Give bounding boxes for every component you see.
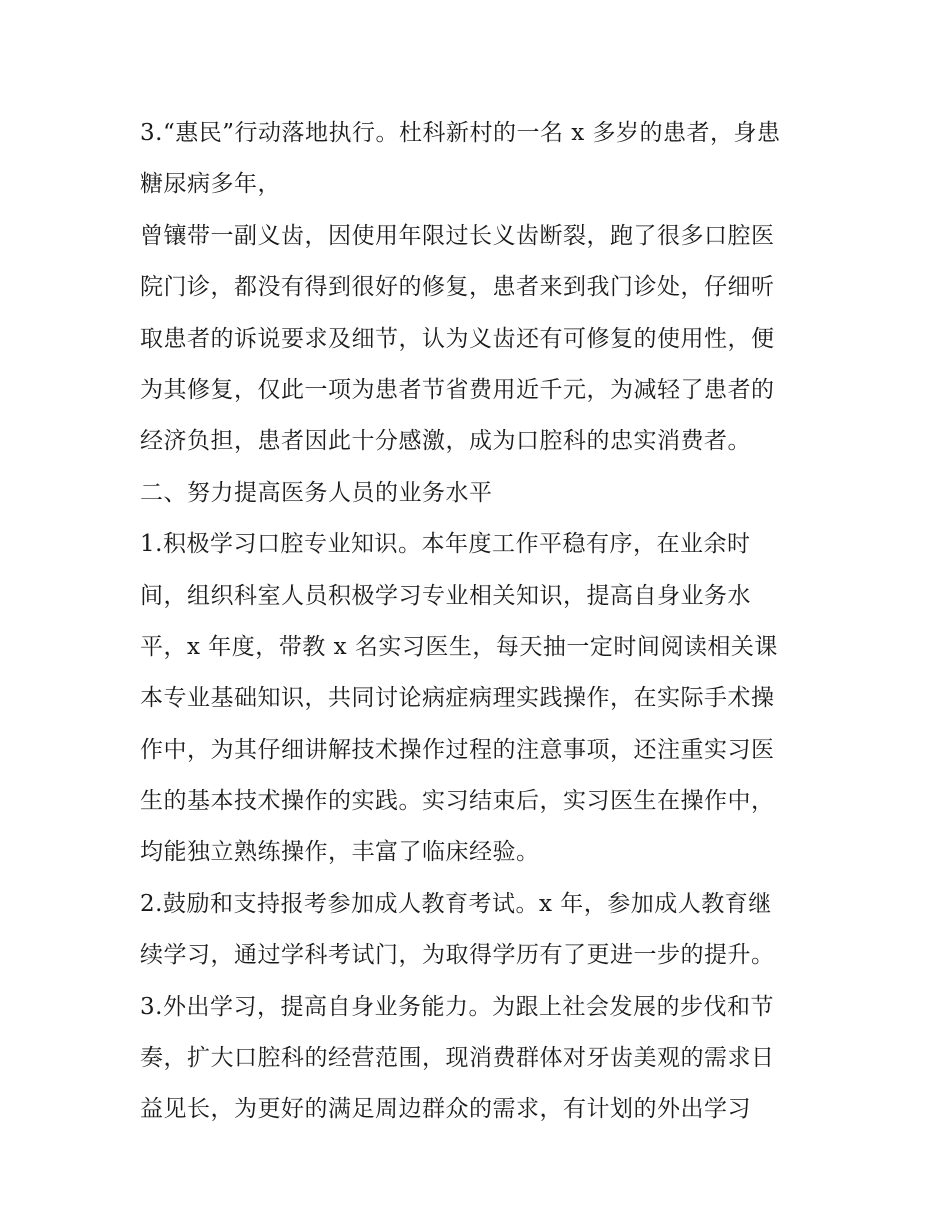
text-line: 3.“惠民”行动落地执行。杜科新村的一名 x 多岁的患者，身患	[140, 120, 781, 146]
text-line: 作中，为其仔细讲解技术操作过程的注意事项，还注重实习医	[140, 736, 775, 763]
text-line: 益见长，为更好的满足周边群众的需求，有计划的外出学习	[140, 1096, 751, 1123]
text-line: 为其修复，仅此一项为患者节省费用近千元，为减轻了患者的	[140, 376, 775, 403]
text-line: 院门诊，都没有得到很好的修复，患者来到我门诊处，仔细听	[140, 274, 775, 301]
text-line: 2.鼓励和支持报考参加成人教育考试。x 年，参加成人教育继	[140, 890, 772, 917]
text-line: 经济负担，患者因此十分感激，成为口腔科的忠实消费者。	[140, 428, 751, 455]
text-line: 取患者的诉说要求及细节，认为义齿还有可修复的使用性，便	[140, 325, 775, 352]
text-line: 曾镶带一副义齿，因使用年限过长义齿断裂，跑了很多口腔医	[140, 222, 775, 249]
document-body	[140, 108, 830, 1136]
text-line: 奏，扩大口腔科的经营范围，现消费群体对牙齿美观的需求日	[140, 1045, 775, 1072]
section-heading: 二、努力提高医务人员的业务水平	[140, 479, 493, 506]
text-line: 糖尿病多年，	[140, 171, 281, 198]
text-line: 平，x 年度，带教 x 名实习医生，每天抽一定时间阅读相关课	[140, 633, 778, 660]
text-line: 间，组织科室人员积极学习专业相关知识，提高自身业务水	[140, 582, 751, 609]
text-line: 均能独立熟练操作，丰富了临床经验。	[140, 839, 540, 866]
text-line: 本专业基础知识，共同讨论病症病理实践操作，在实际手术操	[140, 685, 775, 712]
text-line: 生的基本技术操作的实践。实习结束后，实习医生在操作中，	[140, 788, 775, 815]
text-line: 1.积极学习口腔专业知识。本年度工作平稳有序，在业余时	[140, 531, 751, 558]
text-line: 续学习，通过学科考试门，为取得学历有了更进一步的提升。	[140, 942, 775, 969]
text-line: 3.外出学习，提高自身业务能力。为跟上社会发展的步伐和节	[140, 993, 774, 1020]
